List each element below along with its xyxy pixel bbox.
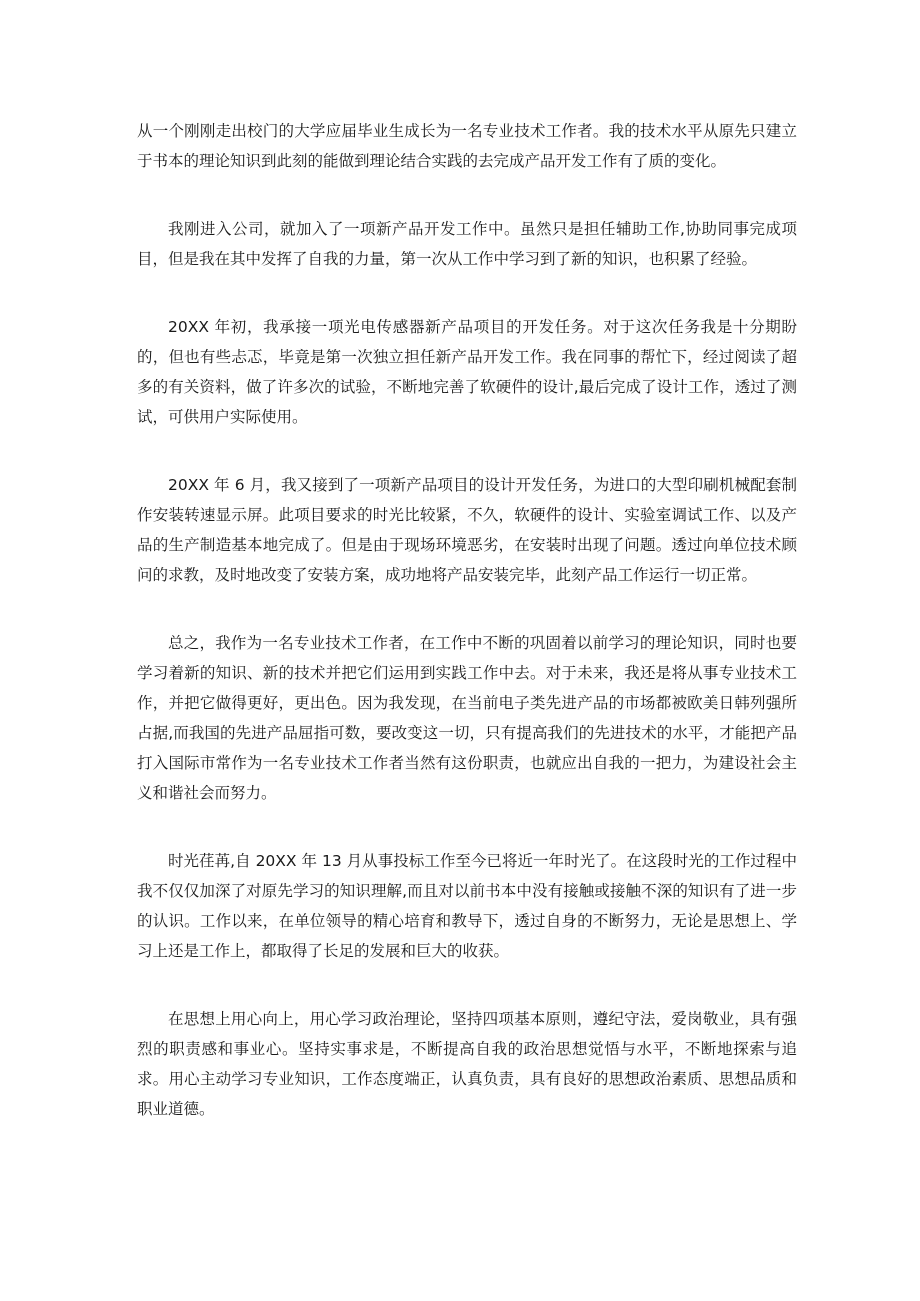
paragraph-5: 总之，我作为一名专业技术工作者，在工作中不断的巩固着以前学习的理论知识，同时也要学习着新的知识、新的技术并把它们运用到实践工作中去。对于未来，我还是将从事专业技术工作，并把它做得更好，更出色。因为我发现，在当前电子类先进产品的市场都被欧美日韩列强所占据,而我国的先进产品屈指可数，要改变这一切，只有提高我们的先进技术的水平，才能把产品打入国际市常作为一名专业技术工作者当然有这份职责，也就应出自我的一把力，为建设社会主义和谐社会而努力。	[137, 634, 797, 802]
document-body	[137, 116, 797, 1162]
paragraph-7: 在思想上用心向上，用心学习政治理论，坚持四项基本原则，遵纪守法，爱岗敬业，具有强烈的职责感和事业心。坚持实事求是，不断提高自我的政治思想觉悟与水平，不断地探索与追求。用心主动学习专业知识，工作态度端正，认真负责，具有良好的思想政治素质、思想品质和职业道德。	[137, 1010, 797, 1118]
paragraph-6: 时光荏苒,自 20XX 年 13 月从事投标工作至今已将近一年时光了。在这段时光的工作过程中我不仅仅加深了对原先学习的知识理解,而且对以前书本中没有接触或接触不深的知识有了进一步的认识。工作以来，在单位领导的精心培育和教导下，透过自身的不断努力，无论是思想上、学习上还是工作上，都取得了长足的发展和巨大的收获。	[137, 852, 797, 960]
paragraph-4: 20XX 年 6 月，我又接到了一项新产品项目的设计开发任务，为进口的大型印刷机械配套制作安装转速显示屏。此项目要求的时光比较紧，不久，软硬件的设计、实验室调试工作、以及产品的生产制造基本地完成了。但是由于现场环境恶劣，在安装时出现了问题。透过向单位技术顾问的求教，及时地改变了安装方案，成功地将产品安装完毕，此刻产品工作运行一切正常。	[137, 476, 797, 584]
paragraph-3: 20XX 年初，我承接一项光电传感器新产品项目的开发任务。对于这次任务我是十分期盼的，但也有些忐忑，毕竟是第一次独立担任新产品开发工作。我在同事的帮忙下，经过阅读了超多的有关资料，做了许多次的试验，不断地完善了软硬件的设计,最后完成了设计工作，透过了测试，可供用户实际使用。	[137, 318, 797, 426]
paragraph-1: 从一个刚刚走出校门的大学应届毕业生成长为一名专业技术工作者。我的技术水平从原先只建立于书本的理论知识到此刻的能做到理论结合实践的去完成产品开发工作有了质的变化。	[137, 122, 797, 170]
paragraph-2: 我刚进入公司，就加入了一项新产品开发工作中。虽然只是担任辅助工作,协助同事完成项目，但是我在其中发挥了自我的力量，第一次从工作中学习到了新的知识，也积累了经验。	[137, 220, 797, 268]
